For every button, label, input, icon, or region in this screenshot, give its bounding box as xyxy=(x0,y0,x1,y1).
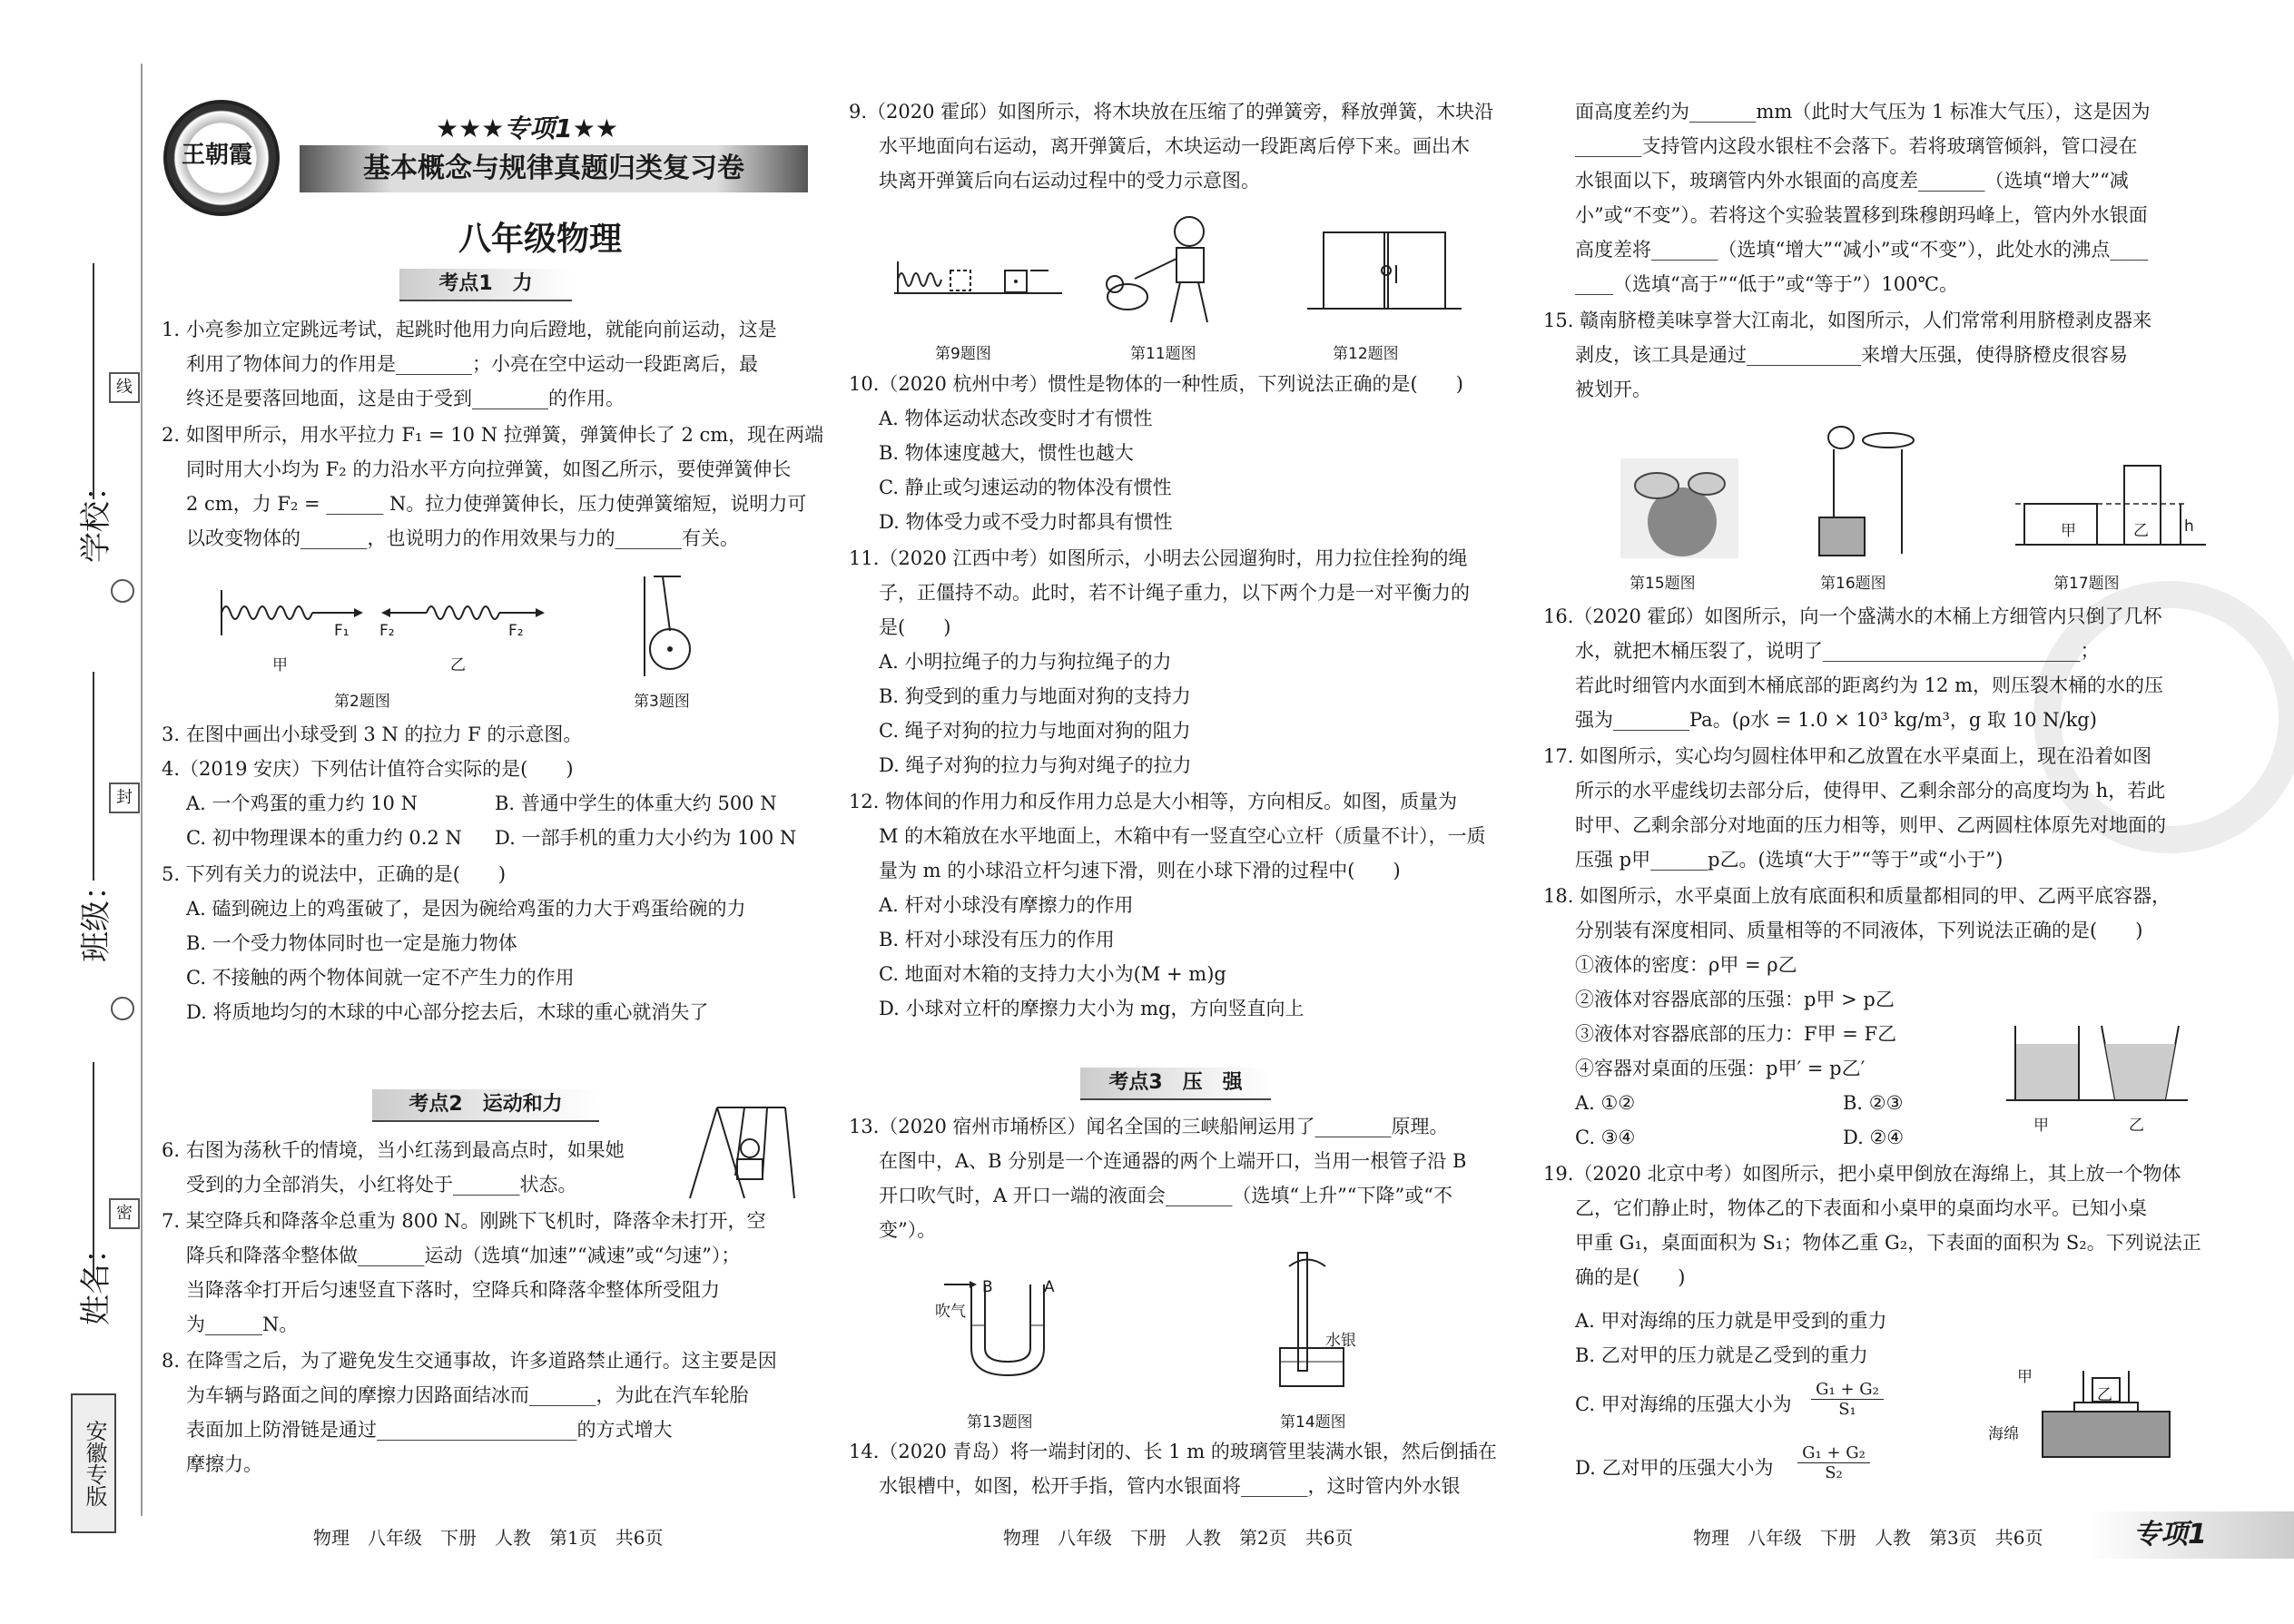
school-label: 学校： xyxy=(78,470,114,563)
edition-badge: 安徽专版 xyxy=(71,1393,116,1533)
figure-14-mercury-tube xyxy=(1271,1248,1380,1393)
question-1-line: 终还是要落回地面，这是由于受到________的作用。 xyxy=(186,388,625,409)
question-8-line: 摩擦力。 xyxy=(186,1453,262,1475)
question-11-option: A. 小明拉绳子的力与狗拉绳子的力 xyxy=(879,651,1172,673)
question-8-line: 表面加上防滑链是通过_____________________的方式增大 xyxy=(186,1419,673,1441)
question-18-statement: ③液体对容器底部的压力：F甲 = F乙 xyxy=(1575,1023,1897,1045)
question-9-line: 水平地面向右运动，离开弹簧后，木块运动一段距离后停下来。画出木 xyxy=(879,135,1470,157)
figure-16-barrel xyxy=(1807,418,1915,558)
question-12-option: D. 小球对立杆的摩擦力大小为 mg，方向竖直向上 xyxy=(879,998,1305,1019)
question-11-line: 是( ) xyxy=(879,616,951,638)
page-footer-1: 物理 八年级 下册 人教 第1页 共6页 xyxy=(313,1527,664,1549)
question-13-line: 13.（2020 宿州市埇桥区）闻名全国的三峡船闸运用了________原理。 xyxy=(849,1116,1449,1137)
figure-14-label-mercury: 水银 xyxy=(1325,1332,1356,1350)
section-heading-2: 考点2 运动和力 xyxy=(372,1089,599,1122)
question-2-line: 2. 如图甲所示，用水平拉力 F₁ = 10 N 拉弹簧，弹簧伸长了 2 cm，现在两端 xyxy=(162,424,824,446)
question-13-line: 开口吹气时，A 开口一端的液面会_______（选填“上升”“下降”或“不 xyxy=(879,1185,1453,1206)
question-1-line: 1. 小亮参加立定跳远考试，起跳时他用力向后蹬地，就能向前运动，这是 xyxy=(162,319,777,340)
question-14-cont-line: _______支持管内这段水银柱不会落下。若将玻璃管倾斜，管口浸在 xyxy=(1575,135,2138,157)
figure-2-label-F2: F₂ xyxy=(379,622,395,640)
question-18-statement: ①液体的密度：ρ甲 = ρ乙 xyxy=(1575,954,1797,976)
binding-line xyxy=(141,64,143,1516)
question-19-line: 确的是( ) xyxy=(1575,1266,1686,1288)
figure-6-swing xyxy=(681,1103,799,1203)
figure-17-label-yi: 乙 xyxy=(2133,522,2149,540)
question-7-line: 当降落伞打开后匀速竖直下落时，空降兵和降落伞整体所受阻力 xyxy=(186,1279,720,1301)
mark-secret: 密 xyxy=(109,1198,140,1229)
figure-13-caption: 第13题图 xyxy=(967,1413,1033,1432)
question-8-line: 8. 在降雪之后，为了避免发生交通事故，许多道路禁止通行。这主要是因 xyxy=(162,1350,777,1372)
question-12-line: M 的木箱放在水平地面上，木箱中有一竖直空心立杆（质量不计），一质 xyxy=(879,825,1486,847)
figure-13-label-blow: 吹气 xyxy=(935,1303,966,1321)
figure-9-caption: 第9题图 xyxy=(935,345,991,363)
corner-tab: 专项1 xyxy=(2088,1511,2294,1559)
question-10: 10.（2020 杭州中考）惯性是物体的一种性质，下列说法正确的是( ) xyxy=(849,373,1463,395)
question-14-cont-line: 水银面以下，玻璃管内外水银面的高度差_______（选填“增大”“减 xyxy=(1575,170,2129,192)
figure-15-orange-peeler xyxy=(1620,458,1738,558)
figure-2-label-F1: F₁ xyxy=(334,622,350,640)
question-11-option: D. 绳子对狗的拉力与狗对绳子的拉力 xyxy=(879,754,1192,776)
figure-17-label-jia: 甲 xyxy=(2061,522,2076,540)
figure-19-table-sponge xyxy=(2038,1362,2174,1462)
figure-18-label-yi: 乙 xyxy=(2129,1117,2144,1135)
question-18-option: D. ②④ xyxy=(1843,1127,1905,1148)
binding-hole xyxy=(111,579,134,603)
question-14-cont-line: ____（选填“高于”“低于”或“等于”）100℃。 xyxy=(1575,273,1958,295)
binding-margin xyxy=(0,0,136,1624)
class-label: 班级： xyxy=(78,870,114,962)
figure-18-containers xyxy=(2006,1017,2188,1107)
question-12-option: A. 杆对小球没有摩擦力的作用 xyxy=(879,894,1134,916)
question-12-option: B. 杆对小球没有压力的作用 xyxy=(879,929,1115,950)
question-17-line: 压强 p甲______p乙。(选填“大于”“等于”或“小于”) xyxy=(1575,849,2004,871)
figure-17-caption: 第17题图 xyxy=(2053,575,2120,593)
question-5-option: A. 磕到碗边上的鸡蛋破了，是因为碗给鸡蛋的力大于鸡蛋给碗的力 xyxy=(186,898,746,920)
figure-2-label-yi: 乙 xyxy=(450,656,466,674)
figure-11-caption: 第11题图 xyxy=(1130,345,1196,363)
question-15-line: 被划开。 xyxy=(1575,379,1651,400)
question-6-line: 受到的力全部消失，小红将处于_______状态。 xyxy=(186,1174,577,1196)
section-heading-1: 考点1 力 xyxy=(399,269,572,301)
binding-hole xyxy=(111,997,134,1020)
figure-18-label-jia: 甲 xyxy=(2033,1117,2049,1135)
question-16-line: 水，就把木桶压裂了，说明了___________________________； xyxy=(1575,640,2100,662)
question-10-option: B. 物体速度越大，惯性也越大 xyxy=(879,442,1134,464)
question-18-statement: ②液体对容器底部的压强：p甲 > p乙 xyxy=(1575,989,1895,1010)
question-10-option: C. 静止或匀速运动的物体没有惯性 xyxy=(879,477,1172,498)
question-12-line: 12. 物体间的作用力和反作用力总是大小相等，方向相反。如图，质量为 xyxy=(849,791,1458,812)
question-11-line: 子，正僵持不动。此时，若不计绳子重力，以下两个力是一对平衡力的 xyxy=(879,582,1470,604)
fraction-denominator: S₁ xyxy=(1838,1400,1856,1419)
question-19-line: 19.（2020 北京中考）如图所示，把小桌甲倒放在海绵上，其上放一个物体 xyxy=(1543,1163,2181,1185)
question-18-option: B. ②③ xyxy=(1843,1092,1904,1114)
question-16-line: 若此时细管内水面到木桶底部的距离约为 12 m，则压裂木桶的水的压 xyxy=(1575,674,2163,696)
fraction-c xyxy=(1811,1380,1884,1419)
grade-title: 八年级物理 xyxy=(458,221,623,258)
mark-seal: 封 xyxy=(109,782,140,813)
question-16-line: 16.（2020 霍邱）如图所示，向一个盛满水的木桶上方细管内只倒了几杯 xyxy=(1543,605,2162,627)
question-15-line: 15. 赣南脐橙美味享誉大江南北，如图所示，人们常常利用脐橙剥皮器来 xyxy=(1543,310,2152,331)
figure-19-label-yi: 乙 xyxy=(2097,1386,2112,1404)
question-18-line: 分别装有深度相同、质量相等的不同液体，下列说法正确的是( ) xyxy=(1575,920,2143,941)
question-17-line: 17. 如图所示，实心均匀圆柱体甲和乙放置在水平桌面上，现在沿着如图 xyxy=(1543,745,2152,767)
question-17-line: 所示的水平虚线切去部分后，使得甲、乙剩余部分的高度均为 h，若此 xyxy=(1575,780,2166,802)
question-12-line: 量为 m 的小球沿立杆匀速下滑，则在小球下滑的过程中( ) xyxy=(879,860,1401,881)
page-footer-2: 物理 八年级 下册 人教 第2页 共6页 xyxy=(1003,1527,1354,1549)
question-5-option: C. 不接触的两个物体间就一定不产生力的作用 xyxy=(186,967,575,989)
question-2-line: 2 cm，力 F₂ = ______ N。拉力使弹簧伸长，压力使弹簧缩短，说明力可 xyxy=(186,493,807,515)
question-19-option: D. 乙对甲的压强大小为 xyxy=(1575,1457,1774,1479)
question-14-line: 水银槽中，如图，松开手指，管内水银面将_______，这时管内外水银 xyxy=(879,1475,1461,1497)
question-19-option: C. 甲对海绵的压强大小为 xyxy=(1575,1393,1792,1415)
figure-19-label-sponge: 海绵 xyxy=(1988,1425,2019,1443)
figure-19-label-jia: 甲 xyxy=(2017,1368,2033,1386)
fraction-numerator: G₁ + G₂ xyxy=(1811,1380,1884,1400)
fraction-numerator: G₁ + G₂ xyxy=(1797,1443,1870,1463)
logo-text: 王朝霞 xyxy=(182,142,253,169)
figure-11-dog-walker xyxy=(1098,213,1226,331)
question-13-line: 变”）。 xyxy=(879,1219,937,1241)
question-7-line: 为______N。 xyxy=(186,1314,299,1335)
question-11-line: 11.（2020 江西中考）如图所示，小明去公园遛狗时，用力拉住拴狗的绳 xyxy=(849,547,1468,569)
question-18-option: A. ①② xyxy=(1575,1092,1636,1114)
question-19-line: 甲重 G₁，桌面面积为 S₁；物体乙重 G₂，下表面的面积为 S₂。下列说法正 xyxy=(1575,1232,2201,1254)
page-footer-3: 物理 八年级 下册 人教 第3页 共6页 xyxy=(1693,1527,2043,1549)
question-8-line: 为车辆与路面之间的摩擦力因路面结冰而_______，为此在汽车轮胎 xyxy=(186,1384,749,1406)
question-7-line: 7. 某空降兵和降落伞总重为 800 N。刚跳下飞机时，降落伞未打开，空 xyxy=(162,1210,766,1232)
question-10-option: A. 物体运动状态改变时才有惯性 xyxy=(879,408,1153,429)
mark-line: 线 xyxy=(109,372,140,403)
fraction-denominator: S₂ xyxy=(1825,1463,1843,1482)
figure-17-cylinders xyxy=(2015,458,2206,549)
question-14-cont-line: 小”或“不变”）。若将这个实验装置移到珠穆朗玛峰上，管内外水银面 xyxy=(1575,204,2148,226)
question-14-cont-line: 高度差将_______（选填“增大”“减小”或“不变”），此处水的沸点____ xyxy=(1575,239,2149,261)
question-5-option: D. 将质地均匀的木球的中心部分挖去后，木球的重心就消失了 xyxy=(186,1001,709,1023)
figure-14-caption: 第14题图 xyxy=(1280,1413,1346,1432)
question-4-option: C. 初中物理课本的重力约 0.2 N xyxy=(186,827,462,849)
question-9-line: 块离开弹簧后向右运动过程中的受力示意图。 xyxy=(879,170,1260,192)
question-6-line: 6. 右图为荡秋千的情境，当小红荡到最高点时，如果她 xyxy=(162,1139,625,1161)
question-9-line: 9.（2020 霍邱）如图所示，将木块放在压缩了的弹簧旁，释放弹簧，木块沿 xyxy=(849,101,1494,123)
question-19-option: A. 甲对海绵的压力就是甲受到的重力 xyxy=(1575,1310,1887,1332)
question-11-option: C. 绳子对狗的拉力与地面对狗的阻力 xyxy=(879,720,1191,742)
section-heading-3: 考点3 压 强 xyxy=(1080,1068,1271,1100)
figure-17-label-h: h xyxy=(2184,517,2194,536)
question-19-line: 乙，它们静止时，物体乙的下表面和小桌甲的桌面均水平。已知小桌 xyxy=(1575,1197,2147,1219)
question-2-line: 以改变物体的_______，也说明力的作用效果与力的_______有关。 xyxy=(186,527,739,549)
question-15-line: 剥皮，该工具是通过____________来增大压强，使得脐橙皮很容易 xyxy=(1575,344,2128,366)
class-underline xyxy=(93,672,94,881)
question-4-option: B. 普通中学生的体重大约 500 N xyxy=(495,792,777,814)
question-7-line: 降兵和降落伞整体做_______运动（选填“加速”“减速”或“匀速”）； xyxy=(186,1245,741,1266)
question-14-cont-line: 面高度差约为_______mm（此时大气压为 1 标准大气压），这是因为 xyxy=(1575,101,2151,123)
question-4-option: A. 一个鸡蛋的重力约 10 N xyxy=(186,792,418,814)
question-18-line: 18. 如图所示，水平桌面上放有底面积和质量都相同的甲、乙两平底容器， xyxy=(1543,885,2171,907)
name-label: 姓名： xyxy=(78,1233,114,1325)
figure-12-caption: 第12题图 xyxy=(1333,345,1399,363)
question-17-line: 时甲、乙剩余部分对地面的压力相等，则甲、乙两圆柱体原先对地面的 xyxy=(1575,814,2166,836)
figure-2-label-F2: F₂ xyxy=(508,622,524,640)
figure-12-box-rod xyxy=(1307,225,1462,316)
question-18-statement: ④容器对桌面的压强：p甲′ = p乙′ xyxy=(1575,1058,1866,1079)
figure-3-caption: 第3题图 xyxy=(634,693,690,711)
question-16-line: 强为________Pa。(ρ水 = 1.0 × 10³ kg/m³，g 取 10 N/kg) xyxy=(1575,709,2097,731)
question-14-line: 14.（2020 青岛）将一端封闭的、长 1 m 的玻璃管里装满水银，然后倒插在 xyxy=(849,1441,1497,1462)
question-5-option: B. 一个受力物体同时也一定是施力物体 xyxy=(186,932,517,954)
question-18-option: C. ③④ xyxy=(1575,1127,1636,1148)
figure-13-label-A: A xyxy=(1044,1278,1055,1296)
question-1-line: 利用了物体间力的作用是________；小亮在空中运动一段距离后，最 xyxy=(186,353,758,375)
question-19-option: B. 乙对甲的压力就是乙受到的重力 xyxy=(1575,1344,1868,1366)
figure-9-spring-block xyxy=(894,243,1067,307)
figure-2-label-jia: 甲 xyxy=(272,656,288,674)
question-4-option: D. 一部手机的重力大小约为 100 N xyxy=(495,827,797,849)
school-underline xyxy=(93,263,94,499)
figure-3-ball-on-wall xyxy=(626,576,717,685)
question-13-line: 在图中，A、B 分别是一个连通器的两个上端开口，当用一根管子沿 B xyxy=(879,1150,1467,1172)
question-3: 3. 在图中画出小球受到 3 N 的拉力 F 的示意图。 xyxy=(162,723,583,745)
question-5: 5. 下列有关力的说法中，正确的是( ) xyxy=(162,863,507,885)
figure-2-caption: 第2题图 xyxy=(334,693,390,711)
figure-16-caption: 第16题图 xyxy=(1820,575,1886,593)
question-10-option: D. 物体受力或不受力时都具有惯性 xyxy=(879,511,1173,533)
series-title: ★★★专项1★★ xyxy=(436,113,618,143)
question-4: 4.（2019 安庆）下列估计值符合实际的是( ) xyxy=(162,758,574,780)
figure-13-label-B: B xyxy=(982,1278,993,1296)
question-2-line: 同时用大小均为 F₂ 的力沿水平方向拉弹簧，如图乙所示，要使弹簧伸长 xyxy=(186,458,792,480)
question-12-option: C. 地面对木箱的支持力大小为(M + m)g xyxy=(879,963,1226,985)
figure-15-caption: 第15题图 xyxy=(1629,575,1696,593)
fraction-d xyxy=(1797,1443,1870,1482)
question-11-option: B. 狗受到的重力与地面对狗的支持力 xyxy=(879,685,1191,707)
exam-banner: 基本概念与规律真题归类复习卷 xyxy=(300,145,808,192)
